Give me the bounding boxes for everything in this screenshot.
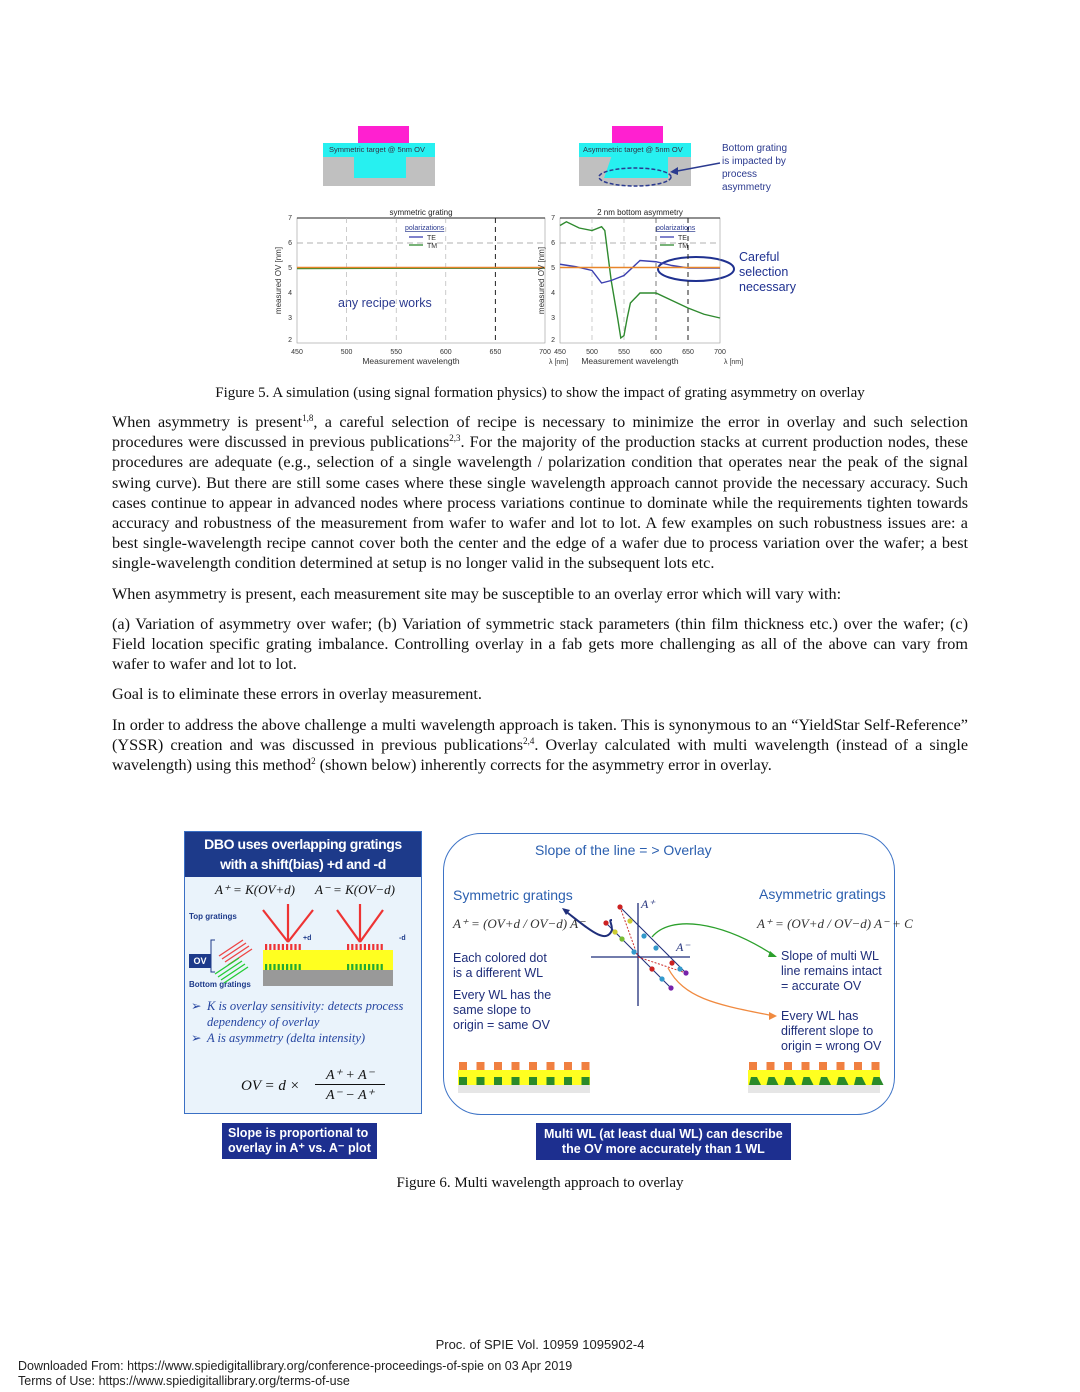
arrow-bullet-icon: ➢ <box>191 999 202 1013</box>
ov-formula-denominator: A⁻ − A⁺ <box>325 1088 375 1103</box>
chart-title: 2 nm bottom asymmetry <box>597 208 683 217</box>
y-tick-label: 2 <box>288 337 292 344</box>
top-grating-bar <box>837 1062 845 1070</box>
ov-formula-lhs: OV = d × <box>241 1078 300 1094</box>
note-line: Every WL has <box>781 1009 859 1023</box>
eq-a-plus: A⁺ = K(OV+d) <box>215 882 296 897</box>
symmetric-grating-stack <box>458 1062 590 1092</box>
arrow-bullet-icon: ➢ <box>191 1031 202 1045</box>
x-tick-label: 550 <box>390 349 403 356</box>
axis-a-plus-label: A⁺ <box>641 897 655 911</box>
paragraph-2: When asymmetry is present, each measurement site may be susceptible to an overlay error which will vary with: <box>112 584 842 603</box>
wavelength-dot <box>641 933 646 938</box>
text-run: . For the majority of the production stacks at current production nodes, these procedures are adequate (e.g., selection of a single wavelength / polarization condition that operates near the peak of the signal swing curve). But there are still some cases where these single wavelength approach cannot provide the necessary accuracy. Such cases continue to appear in advanced nodes where process variations continue to dominate while the requirements tighten towards accuracy and robustness of the measurement from wafer to wafer and lot to lot. A few examples on such robustness issues are: a best single-wavelength recipe cannot cover both the center and the edge of a wafer due to process variation over the wafer; a best single-wavelength condition determined at setup is no longer valid in the subsequent lots etc. <box>112 433 968 573</box>
box-line: Slope is proportional to <box>228 1126 369 1140</box>
chart-title: symmetric grating <box>389 208 453 217</box>
top-grating-bar <box>459 1062 467 1070</box>
bottom-grating-bar <box>547 1077 555 1085</box>
x-tick-label: 700 <box>714 349 726 356</box>
y-tick-label: 4 <box>288 290 292 297</box>
top-grating-bar <box>564 1062 572 1070</box>
top-grating-bar <box>477 1062 485 1070</box>
y-axis-label: measured OV [nm] <box>274 246 283 315</box>
note-line: asymmetry <box>722 182 771 193</box>
paragraph-4: Goal is to eliminate these errors in overlay measurement. <box>112 685 482 704</box>
top-grating-bar <box>872 1062 880 1070</box>
plus-d-label: +d <box>303 935 312 942</box>
y-tick-label: 7 <box>288 215 292 222</box>
legend-entry: TM <box>678 243 689 250</box>
bullet-text: K is overlay sensitivity: detects process dependency of overlay <box>207 999 404 1029</box>
x-tick-label: 700 <box>539 349 551 356</box>
note-line: origin = wrong OV <box>781 1039 882 1053</box>
ov-formula-numerator: A⁺ + A⁻ <box>315 1068 385 1085</box>
text-run: . Overlay calculated with multi wavelength (instead of a single wavelength) using this method <box>112 735 969 775</box>
y-tick-label: 2 <box>551 337 555 344</box>
x-tick-label: 600 <box>650 349 662 356</box>
bottom-grating-bar <box>872 1077 884 1085</box>
wavelength-dot <box>669 960 674 965</box>
note-line: Each colored dot <box>453 951 547 965</box>
proceedings-footer: Proc. of SPIE Vol. 10959 1095902-4 <box>435 1337 645 1352</box>
ov-label: OV <box>189 954 211 968</box>
top-grating-bar <box>767 1062 775 1070</box>
x-tick-label: 600 <box>439 349 452 356</box>
top-grating-bar <box>494 1062 502 1070</box>
wavelength-dots <box>603 904 688 990</box>
note-line: Slope of multi WL <box>781 949 879 963</box>
sym-target-label: Symmetric target @ 5nm OV <box>329 145 425 154</box>
top-grating-bar <box>529 1062 537 1070</box>
top-grating-bar <box>854 1062 862 1070</box>
terms-link[interactable]: Terms of Use: https://www.spiedigitallibrary.org/terms-of-use <box>18 1374 350 1388</box>
note-line: origin = same OV <box>453 1018 550 1032</box>
bottom-grating-bar <box>459 1077 467 1085</box>
top-grating-bar <box>749 1062 757 1070</box>
origin-slope-line <box>620 907 638 957</box>
text-run: In order to address the above challenge a multi wavelength approach is taken. This is synonymous to an “YieldStar Self-Reference” (YSSR) creation and was discussed in previous publications <box>112 715 968 754</box>
wavelength-dot <box>683 970 688 975</box>
y-axis-label: measured OV [nm] <box>537 246 546 315</box>
multi-wl-box <box>536 1123 791 1160</box>
y-tick-label: 5 <box>288 265 292 272</box>
arrow-head <box>769 1012 777 1020</box>
download-notice: Downloaded From: https://www.spiedigitallibrary.org/conference-proceedings-of-spie on 03 Apr 2019 <box>18 1359 573 1373</box>
legend-title: polarizations <box>656 225 696 232</box>
minus-d-label: -d <box>399 935 406 942</box>
wavelength-dot <box>677 966 682 971</box>
text-run: When asymmetry is present <box>112 413 303 431</box>
y-tick-label: 3 <box>288 315 292 322</box>
bullet-text: A is asymmetry (delta intensity) <box>207 1031 366 1045</box>
sym-gratings-title: Symmetric gratings <box>453 887 573 903</box>
legend-entry: TE <box>427 235 436 242</box>
y-tick-label: 7 <box>551 215 555 222</box>
note-line: Careful <box>739 250 780 264</box>
wavelength-dot <box>603 920 608 925</box>
x-tick-label: 500 <box>340 349 353 356</box>
x-unit-label: λ [nm] <box>724 359 744 366</box>
wavelength-dot <box>612 929 617 934</box>
axis-a-minus-label: A⁻ <box>676 940 690 954</box>
legend-entry: TM <box>427 243 438 250</box>
wavelength-dot <box>668 985 673 990</box>
y-tick-label: 3 <box>551 315 555 322</box>
x-axis-label: Measurement wavelength <box>581 356 679 366</box>
box-line: overlay in A⁺ vs. A⁻ plot <box>228 1141 371 1155</box>
asymmetric-grating-stack <box>748 1062 884 1092</box>
top-grating-bar <box>582 1062 590 1070</box>
bottom-gratings-label: Bottom gratings <box>189 980 251 989</box>
wavelength-dot <box>649 966 654 971</box>
y-tick-label: 6 <box>551 240 555 247</box>
top-grating-bar <box>819 1062 827 1070</box>
y-tick-label: 4 <box>551 290 555 297</box>
note-line: selection <box>739 265 789 279</box>
top-grating-bar <box>547 1062 555 1070</box>
top-gratings-label: Top gratings <box>189 912 237 921</box>
wavelength-dot <box>627 918 632 923</box>
bottom-grating-bar <box>494 1077 502 1085</box>
figure-5-caption: Figure 5. A simulation (using signal formation physics) to show the impact of grating asymmetry on overlay <box>215 385 865 401</box>
figure-6-caption: Figure 6. Multi wavelength approach to overlay <box>396 1175 684 1191</box>
box-line: the OV more accurately than 1 WL <box>561 1142 765 1156</box>
eq-a-minus: A⁻ = K(OV−d) <box>315 882 396 897</box>
orange-arrow <box>668 968 774 1016</box>
citation-superscript: 1,8 <box>302 413 314 423</box>
x-tick-label: 500 <box>586 349 598 356</box>
bottom-grating-bar <box>582 1077 590 1085</box>
bottom-grating-bar <box>477 1077 485 1085</box>
citation-superscript: 2 <box>311 756 316 767</box>
asym-equation: A⁺ = (OV+d / OV−d) A⁻ + C <box>757 916 913 931</box>
top-grating-bar <box>512 1062 520 1070</box>
top-grating-bar <box>784 1062 792 1070</box>
x-unit-label: λ [nm] <box>549 359 569 366</box>
wavelength-dot <box>631 949 636 954</box>
note-line: different slope to <box>781 1024 874 1038</box>
any-recipe-label: any recipe works <box>338 296 432 310</box>
wavelength-dot <box>653 945 658 950</box>
note-line: Bottom grating <box>722 143 788 154</box>
y-tick-label: 5 <box>551 265 555 272</box>
paragraph-3: (a) Variation of asymmetry over wafer; (b) Variation of symmetric stack parameters (thin film thickness etc.) over the wafer; (c) Field location specific grating imbalance. Controlling overlay in a fab gets more challenging as all of the above can vary from wafer to wafer and lot to lot. <box>112 614 968 674</box>
wavelength-dot <box>617 904 622 909</box>
note-line: necessary <box>739 280 796 294</box>
note-line: Every WL has the <box>453 988 552 1002</box>
asym-target-label: Asymmetric target @ 5nm OV <box>583 145 683 154</box>
citation-superscript: 2,4 <box>523 735 535 746</box>
bottom-grating-bar <box>512 1077 520 1085</box>
x-tick-label: 650 <box>682 349 694 356</box>
note-line: same slope to <box>453 1003 531 1017</box>
legend-title: polarizations <box>405 225 445 232</box>
x-tick-label: 450 <box>554 349 566 356</box>
multi-wl-line <box>620 907 686 973</box>
text-run: (shown below) inherently corrects for the asymmetry error in overlay. <box>315 756 772 775</box>
x-tick-label: 550 <box>618 349 630 356</box>
note-line: is impacted by <box>722 156 786 167</box>
note-line: line remains intact <box>781 964 882 978</box>
citation-superscript: 2,3 <box>449 433 461 444</box>
note-line: process <box>722 169 758 180</box>
wavelength-dot <box>619 936 624 941</box>
box-line: Multi WL (at least dual WL) can describe <box>544 1127 783 1141</box>
green-arrow <box>652 924 775 956</box>
title-line: DBO uses overlapping gratings <box>204 836 402 852</box>
note-line: is a different WL <box>453 966 544 980</box>
x-tick-label: 450 <box>291 349 303 356</box>
title-line: with a shift(bias) +d and -d <box>220 856 386 872</box>
text-run: , a careful selection of recipe is necessary to minimize the error in overlay and such selection procedures were discussed in previous publications <box>112 413 968 452</box>
bottom-grating-bar <box>564 1077 572 1085</box>
wavelength-dot <box>659 976 664 981</box>
x-tick-label: 650 <box>489 349 502 356</box>
sym-equation: A⁺ = (OV+d / OV−d) A⁻ <box>453 916 585 931</box>
legend-entry: TE <box>678 235 687 242</box>
slope-title: Slope of the line = > Overlay <box>535 842 712 858</box>
asym-gratings-title: Asymmetric gratings <box>759 886 886 902</box>
x-axis-label: Measurement wavelength <box>362 356 460 366</box>
note-line: = accurate OV <box>781 979 862 993</box>
top-grating-bar <box>802 1062 810 1070</box>
y-tick-label: 6 <box>288 240 292 247</box>
bottom-grating-bar <box>529 1077 537 1085</box>
